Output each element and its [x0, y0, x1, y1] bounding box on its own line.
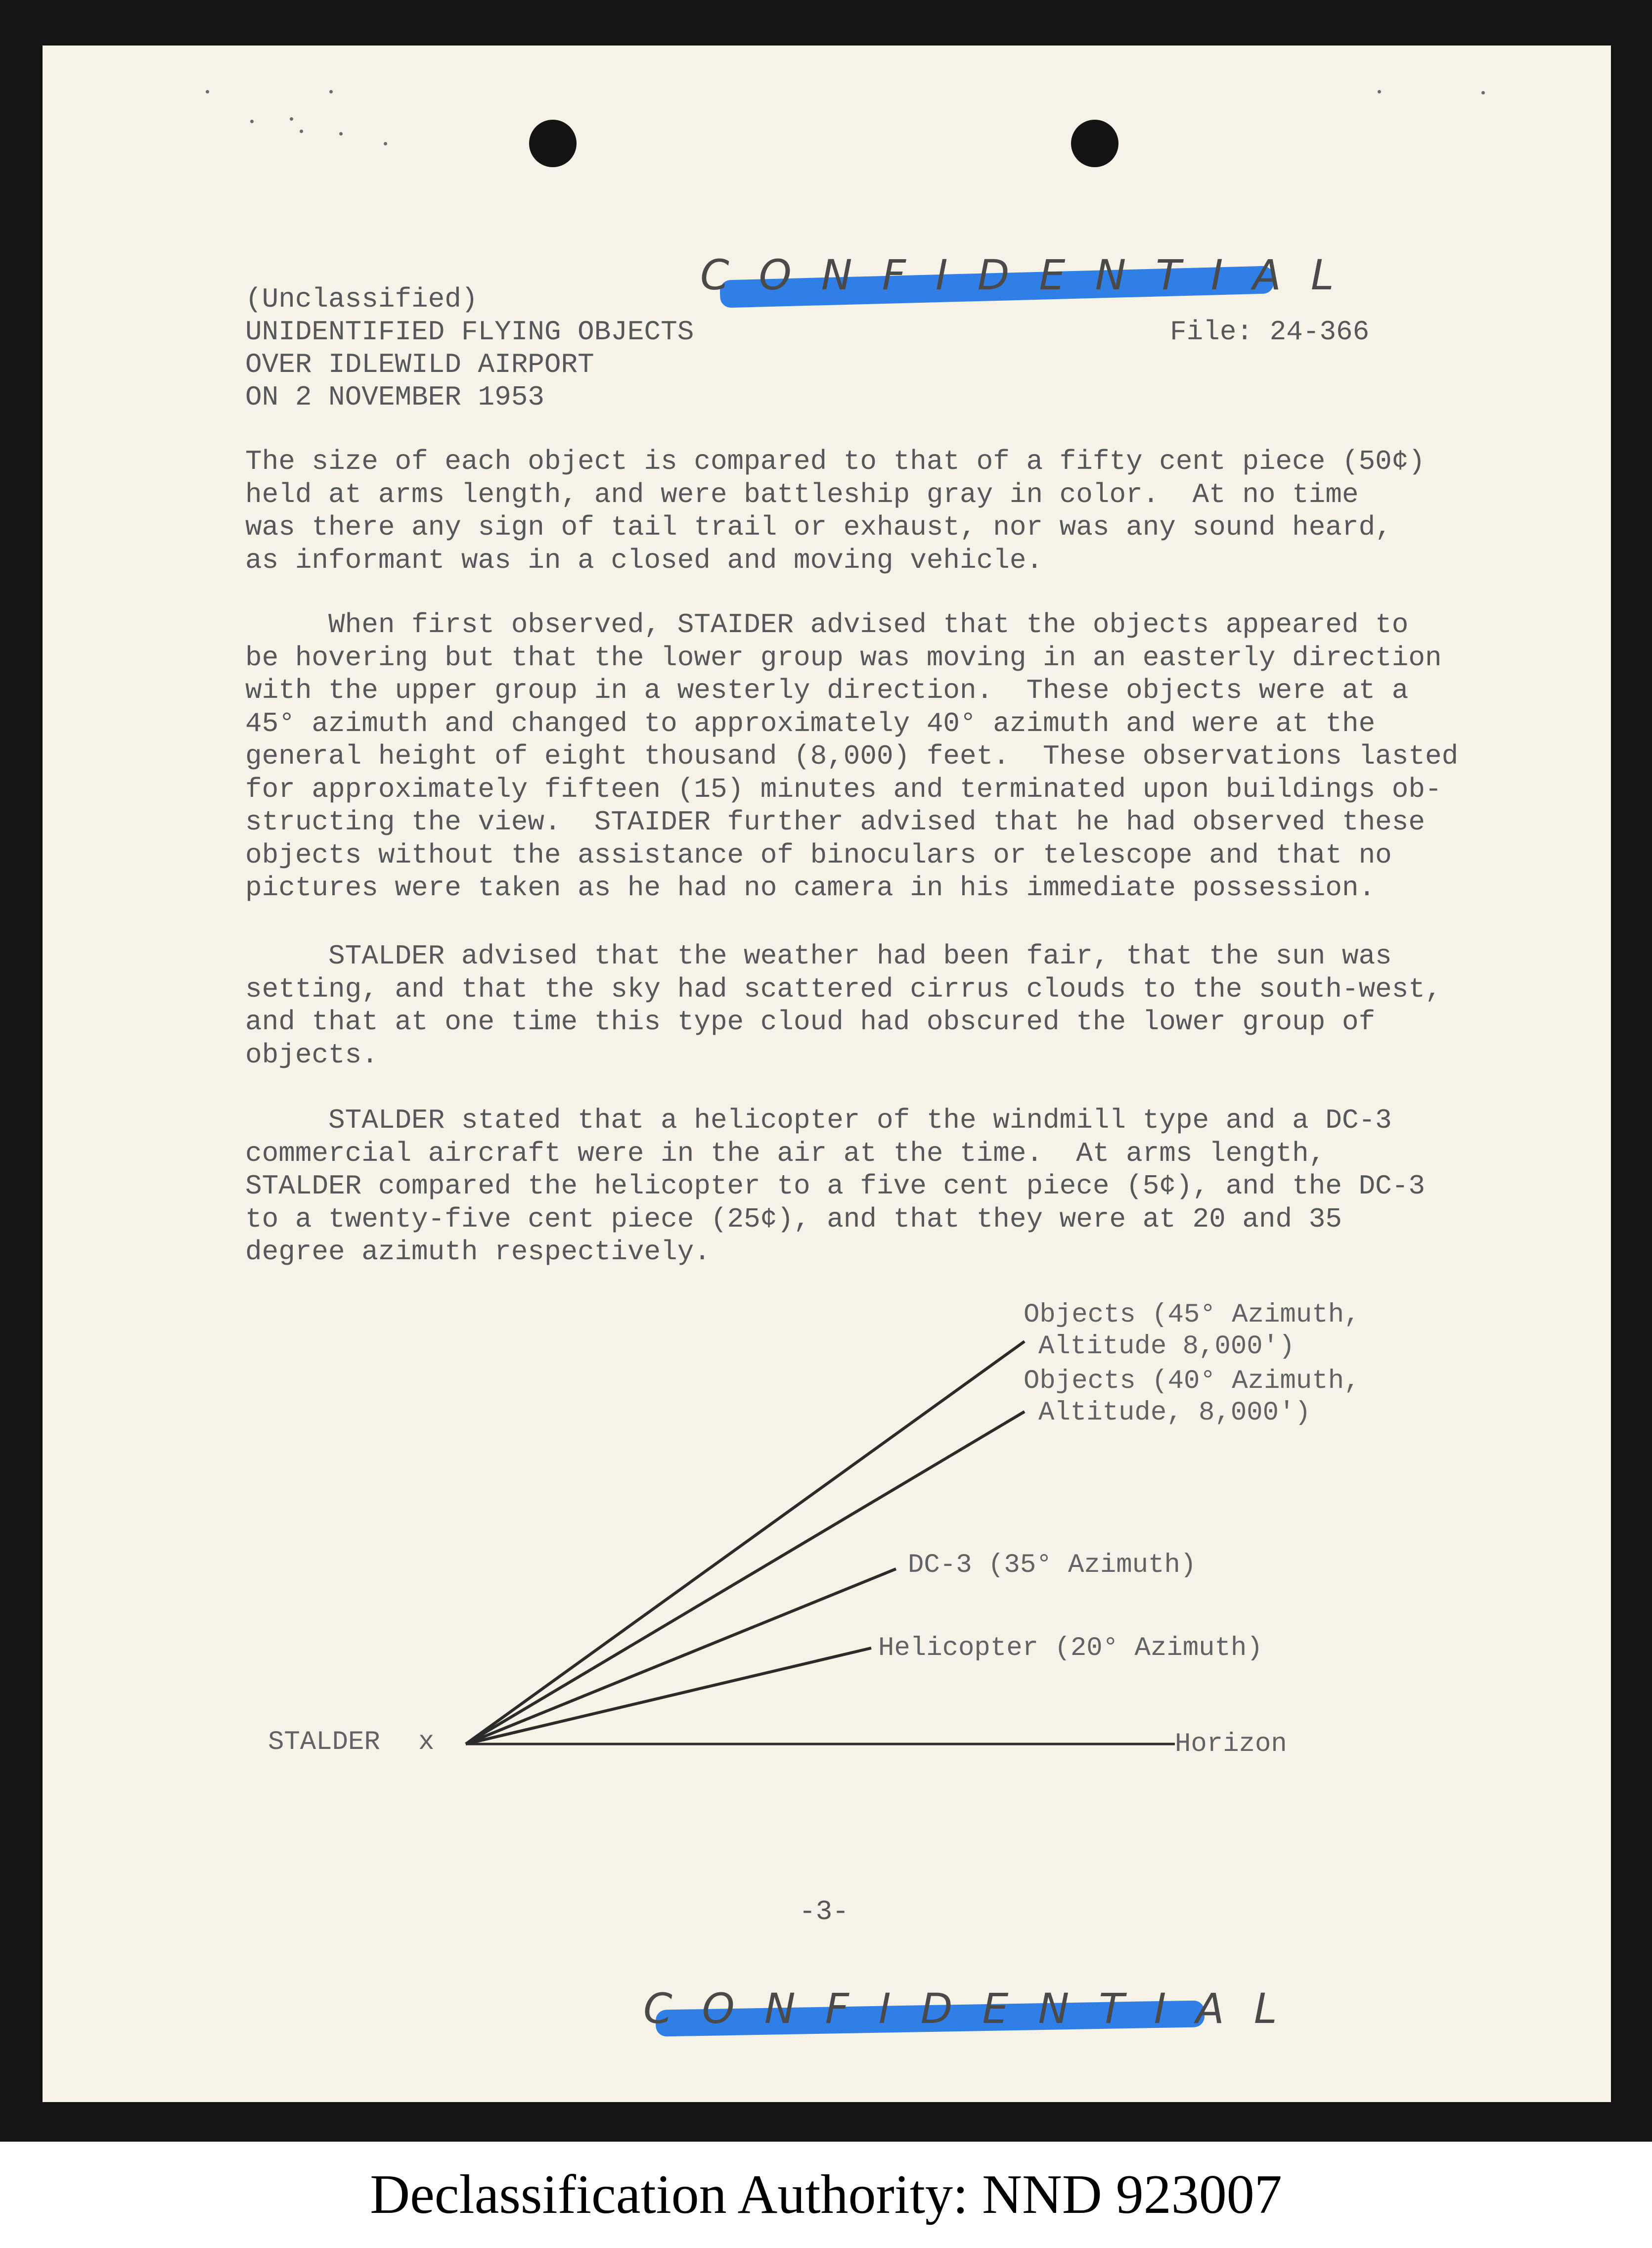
document-page [43, 46, 1611, 2102]
dc3-label: DC-3 (35° Azimuth) [908, 1550, 1197, 1580]
text-line: was there any sign of tail trail or exhaust, nor was any sound heard, [245, 511, 1392, 543]
helicopter-label: Helicopter (20° Azimuth) [878, 1633, 1263, 1663]
observer-label: STALDER [268, 1727, 380, 1757]
document-title-line3: ON 2 NOVEMBER 1953 [245, 381, 544, 413]
objects-45-label-line1: Objects (45° Azimuth, [1024, 1300, 1360, 1330]
text-line: objects. [245, 1039, 378, 1071]
confidential-stamp-top: CONFIDENTIAL [700, 251, 1364, 299]
text-line: When first observed, STAIDER advised that the objects appeared to [245, 609, 1409, 641]
text-line: 45° azimuth and changed to approximately 40° azimuth and were at the [245, 707, 1376, 739]
objects-45-label-line2: Altitude 8,000') [1038, 1331, 1295, 1362]
horizon-label: Horizon [1175, 1729, 1287, 1759]
text-line: with the upper group in a westerly direction. These objects were at a [245, 675, 1409, 706]
text-line: commercial aircraft were in the air at the time. At arms length, [245, 1137, 1326, 1169]
text-line: setting, and that the sky had scattered cirrus clouds to the south-west, [245, 973, 1442, 1005]
declassification-footer: Declassification Authority: NND 923007 [0, 2142, 1652, 2248]
text-line: to a twenty-five cent piece (25¢), and that they were at 20 and 35 [245, 1203, 1342, 1235]
observer-mark: x [418, 1727, 435, 1757]
classification-label: (Unclassified) [245, 283, 478, 315]
text-line: The size of each object is compared to that of a fifty cent piece (50¢) [245, 446, 1425, 477]
text-line: objects without the assistance of binoculars or telescope and that no [245, 839, 1392, 871]
text-line: for approximately fifteen (15) minutes and terminated upon buildings ob- [245, 773, 1442, 805]
page-number: -3- [799, 1896, 849, 1927]
azimuth-diagram [43, 46, 1611, 2102]
file-number: File: 24-366 [1170, 316, 1370, 348]
document-title-line2: OVER IDLEWILD AIRPORT [245, 349, 594, 380]
text-line: as informant was in a closed and moving vehicle. [245, 544, 1043, 576]
text-line: structing the view. STAIDER further advised that he had observed these [245, 806, 1425, 838]
text-line: and that at one time this type cloud had obscured the lower group of [245, 1006, 1376, 1038]
document-title-line1: UNIDENTIFIED FLYING OBJECTS [245, 316, 694, 348]
objects-40-label-line2: Altitude, 8,000') [1038, 1398, 1311, 1428]
text-line: pictures were taken as he had no camera in his immediate possession. [245, 872, 1376, 904]
text-line: STALDER stated that a helicopter of the windmill type and a DC-3 [245, 1104, 1392, 1136]
text-line: degree azimuth respectively. [245, 1236, 711, 1268]
text-line: STALDER advised that the weather had been fair, that the sun was [245, 940, 1392, 972]
text-line: general height of eight thousand (8,000) feet. These observations lasted [245, 740, 1459, 772]
text-line: STALDER compared the helicopter to a five cent piece (5¢), and the DC-3 [245, 1170, 1425, 1202]
text-line: be hovering but that the lower group was moving in an easterly direction [245, 642, 1442, 674]
text-line: held at arms length, and were battleship gray in color. At no time [245, 478, 1359, 510]
sight-line-45-azimuth [466, 1341, 1025, 1744]
objects-40-label-line1: Objects (40° Azimuth, [1024, 1366, 1360, 1396]
confidential-stamp-bottom: CONFIDENTIAL [643, 1984, 1307, 2033]
